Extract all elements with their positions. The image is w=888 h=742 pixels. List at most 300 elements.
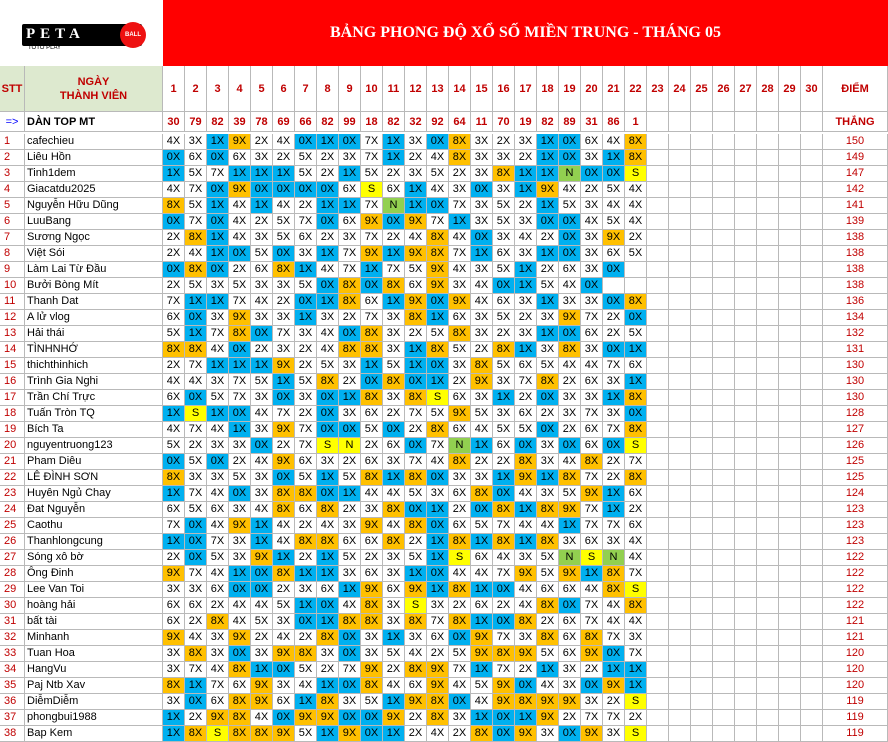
top-number: 18 [361, 112, 383, 132]
member-header: NGÀY THÀNH VIÊN [25, 66, 163, 112]
result-cell: 3X [251, 150, 273, 166]
result-cell: 9X [581, 726, 603, 742]
empty-cell [779, 214, 801, 230]
result-cell: 4X [471, 694, 493, 710]
member-name: cafechieu [25, 134, 163, 150]
result-cell: 8X [339, 614, 361, 630]
top-number: 82 [537, 112, 559, 132]
result-cell: 6X [339, 534, 361, 550]
result-cell: 5X [185, 502, 207, 518]
result-cell: 9X [515, 566, 537, 582]
row-stt: 38 [0, 726, 25, 742]
result-cell: 2X [515, 198, 537, 214]
result-cell: 2X [603, 454, 625, 470]
result-cell: 9X [361, 214, 383, 230]
result-cell: 3X [251, 646, 273, 662]
result-cell: 0X [339, 678, 361, 694]
result-cell: 7X [603, 358, 625, 374]
result-cell: 2X [449, 598, 471, 614]
result-cell: 1X [251, 198, 273, 214]
result-cell: 8X [339, 278, 361, 294]
result-cell: 8X [295, 486, 317, 502]
empty-cell [713, 614, 735, 630]
empty-cell [647, 486, 669, 502]
result-cell: 5X [295, 662, 317, 678]
result-cell: 1X [493, 390, 515, 406]
empty-cell [713, 112, 735, 132]
result-cell: 4X [559, 278, 581, 294]
result-cell: 1X [471, 534, 493, 550]
empty-cell [647, 438, 669, 454]
result-cell: 7X [449, 198, 471, 214]
empty-cell [779, 486, 801, 502]
empty-cell [735, 358, 757, 374]
empty-cell [801, 470, 823, 486]
member-name: Lee Van Toi [25, 582, 163, 598]
empty-cell [713, 662, 735, 678]
empty-cell [779, 534, 801, 550]
result-cell: 4X [163, 182, 185, 198]
result-cell: 0X [515, 678, 537, 694]
result-cell: 1X [207, 294, 229, 310]
result-cell: 7X [581, 502, 603, 518]
empty-cell [669, 230, 691, 246]
result-cell: 6X [317, 582, 339, 598]
result-cell: 1X [515, 342, 537, 358]
empty-cell [647, 406, 669, 422]
result-cell: 1X [251, 358, 273, 374]
result-cell: 3X [581, 390, 603, 406]
result-cell: 6X [471, 598, 493, 614]
result-cell: 5X [163, 438, 185, 454]
empty-cell [691, 726, 713, 742]
result-cell: 2X [449, 502, 471, 518]
empty-cell [779, 630, 801, 646]
result-cell: 0X [251, 326, 273, 342]
result-cell: 7X [361, 150, 383, 166]
result-cell: 3X [207, 470, 229, 486]
day-header-27: 27 [735, 66, 757, 112]
result-cell: 9X [361, 582, 383, 598]
result-cell: 7X [581, 310, 603, 326]
result-cell: 8X [339, 294, 361, 310]
result-cell: N [559, 550, 581, 566]
empty-cell [713, 166, 735, 182]
empty-cell [713, 646, 735, 662]
row-points: 130 [823, 374, 888, 390]
result-cell: 3X [273, 342, 295, 358]
result-cell: 3X [383, 310, 405, 326]
result-cell: 0X [383, 214, 405, 230]
empty-cell [647, 310, 669, 326]
result-cell: 6X [625, 358, 647, 374]
result-cell: 4X [493, 550, 515, 566]
empty-cell [713, 454, 735, 470]
result-cell: 0X [471, 502, 493, 518]
result-cell: 6X [163, 614, 185, 630]
empty-cell [779, 150, 801, 166]
result-cell: 5X [339, 550, 361, 566]
result-cell: 9X [515, 726, 537, 742]
empty-cell [735, 406, 757, 422]
empty-cell [779, 262, 801, 278]
result-cell: 1X [405, 198, 427, 214]
empty-cell [691, 582, 713, 598]
result-cell: 1X [273, 550, 295, 566]
result-cell: 1X [317, 198, 339, 214]
result-cell: 7X [603, 422, 625, 438]
result-cell: 4X [273, 534, 295, 550]
empty-cell [801, 646, 823, 662]
empty-cell [801, 198, 823, 214]
result-cell: 2X [515, 662, 537, 678]
result-cell: 0X [405, 502, 427, 518]
result-cell: 4X [405, 646, 427, 662]
result-cell: 0X [427, 358, 449, 374]
result-cell: 9X [273, 358, 295, 374]
result-cell: 0X [405, 374, 427, 390]
result-cell: 1X [515, 182, 537, 198]
empty-cell [669, 310, 691, 326]
row-stt: 24 [0, 502, 25, 518]
result-cell: 4X [317, 518, 339, 534]
empty-cell [757, 358, 779, 374]
empty-cell [691, 710, 713, 726]
result-cell: 4X [273, 198, 295, 214]
result-cell: 5X [493, 262, 515, 278]
result-cell: 6X [163, 598, 185, 614]
empty-cell [713, 262, 735, 278]
result-cell: 3X [207, 374, 229, 390]
result-cell: 3X [207, 646, 229, 662]
result-cell: 1X [581, 566, 603, 582]
result-cell: 4X [471, 422, 493, 438]
empty-cell [779, 582, 801, 598]
top-number: 82 [383, 112, 405, 132]
result-cell: 7X [295, 438, 317, 454]
result-cell: 7X [515, 374, 537, 390]
result-cell: 6X [163, 390, 185, 406]
result-cell: 3X [559, 534, 581, 550]
empty-cell [735, 214, 757, 230]
result-cell: 7X [185, 214, 207, 230]
result-cell: 0X [317, 422, 339, 438]
result-cell: 4X [317, 262, 339, 278]
empty-cell [669, 598, 691, 614]
result-cell: 6X [493, 438, 515, 454]
row-stt: 25 [0, 518, 25, 534]
result-cell: S [427, 390, 449, 406]
result-cell: 9X [163, 630, 185, 646]
result-cell: 1X [251, 166, 273, 182]
empty-cell [779, 646, 801, 662]
result-cell: 3X [581, 294, 603, 310]
empty-cell [669, 470, 691, 486]
row-stt: 9 [0, 262, 25, 278]
result-cell: 2X [251, 342, 273, 358]
result-cell: 6X [581, 438, 603, 454]
empty-cell [801, 422, 823, 438]
result-cell: N [339, 438, 361, 454]
result-cell: 8X [229, 326, 251, 342]
row-stt: 18 [0, 406, 25, 422]
result-cell: 5X [273, 598, 295, 614]
result-cell: 0X [339, 134, 361, 150]
result-cell: 0X [229, 486, 251, 502]
empty-cell [801, 230, 823, 246]
top-number: 31 [581, 112, 603, 132]
result-cell: 2X [383, 166, 405, 182]
result-cell: 3X [295, 246, 317, 262]
member-name: Bap Kem [25, 726, 163, 742]
empty-cell [647, 598, 669, 614]
top-row-arrow: => [0, 112, 25, 132]
result-cell: 2X [339, 454, 361, 470]
result-cell: 3X [405, 166, 427, 182]
result-cell: 0X [471, 182, 493, 198]
result-cell: 7X [295, 214, 317, 230]
result-cell: 1X [427, 582, 449, 598]
result-cell: 7X [339, 246, 361, 262]
result-cell: 7X [163, 294, 185, 310]
empty-cell [669, 486, 691, 502]
result-cell: 7X [581, 406, 603, 422]
day-header-23: 23 [647, 66, 669, 112]
empty-cell [691, 678, 713, 694]
result-cell: 6X [185, 150, 207, 166]
row-stt: 20 [0, 438, 25, 454]
result-cell: 4X [515, 230, 537, 246]
result-cell: 6X [251, 262, 273, 278]
empty-cell [801, 342, 823, 358]
result-cell: 7X [185, 566, 207, 582]
result-cell: 9X [273, 422, 295, 438]
result-cell: 7X [163, 518, 185, 534]
result-cell: 3X [625, 630, 647, 646]
result-cell: 1X [515, 166, 537, 182]
empty-cell [669, 438, 691, 454]
result-cell: 5X [471, 678, 493, 694]
day-header-9: 9 [339, 66, 361, 112]
result-cell: 4X [603, 614, 625, 630]
empty-cell [735, 550, 757, 566]
result-cell: 3X [273, 278, 295, 294]
result-cell: 4X [405, 230, 427, 246]
result-cell: 8X [251, 726, 273, 742]
result-cell: 0X [207, 182, 229, 198]
result-cell: 5X [537, 550, 559, 566]
empty-cell [801, 310, 823, 326]
empty-cell [735, 310, 757, 326]
result-cell: 6X [383, 582, 405, 598]
empty-cell [757, 534, 779, 550]
result-cell: 0X [603, 166, 625, 182]
result-cell: 0X [251, 438, 273, 454]
empty-cell [779, 438, 801, 454]
row-stt: 29 [0, 582, 25, 598]
result-cell: 8X [537, 630, 559, 646]
result-cell: 6X [361, 534, 383, 550]
member-name: Đat Nguyễn [25, 502, 163, 518]
result-cell: 3X [537, 310, 559, 326]
result-cell: 3X [493, 406, 515, 422]
result-cell: 0X [317, 390, 339, 406]
result-cell: 1X [339, 198, 361, 214]
result-cell: 0X [207, 150, 229, 166]
result-cell: 6X [581, 326, 603, 342]
result-cell: 9X [405, 694, 427, 710]
result-cell: 6X [207, 694, 229, 710]
result-cell: 8X [625, 150, 647, 166]
result-cell: 1X [603, 150, 625, 166]
empty-cell [647, 112, 669, 132]
result-cell: 4X [581, 214, 603, 230]
empty-cell [669, 710, 691, 726]
empty-cell [713, 582, 735, 598]
result-cell: 3X [207, 278, 229, 294]
member-name: Sương Ngọc [25, 230, 163, 246]
result-cell: 0X [229, 342, 251, 358]
points-header: ĐIỂM [823, 66, 888, 112]
result-cell: 6X [339, 214, 361, 230]
result-cell: 3X [559, 662, 581, 678]
result-cell: 0X [339, 326, 361, 342]
row-stt: 3 [0, 166, 25, 182]
empty-cell [691, 486, 713, 502]
result-cell: 2X [625, 710, 647, 726]
result-cell: 7X [185, 182, 207, 198]
result-cell: 0X [537, 214, 559, 230]
empty-cell [779, 198, 801, 214]
empty-cell [757, 294, 779, 310]
result-cell: 2X [559, 422, 581, 438]
result-cell: 6X [537, 582, 559, 598]
empty-cell [801, 134, 823, 150]
result-cell: 7X [581, 614, 603, 630]
empty-cell [779, 566, 801, 582]
result-cell: 6X [449, 518, 471, 534]
member-name: Trần Chí Trực [25, 390, 163, 406]
result-cell: 6X [163, 310, 185, 326]
result-cell: 8X [427, 422, 449, 438]
empty-cell [669, 422, 691, 438]
empty-cell [735, 678, 757, 694]
stt-header: STT [0, 66, 25, 112]
result-cell: 1X [383, 470, 405, 486]
result-cell: 5X [603, 182, 625, 198]
row-points: 139 [823, 214, 888, 230]
result-cell: 6X [361, 454, 383, 470]
empty-cell [735, 438, 757, 454]
result-cell: 1X [559, 518, 581, 534]
result-cell: 7X [603, 710, 625, 726]
member-name: Minhanh [25, 630, 163, 646]
empty-cell [735, 342, 757, 358]
result-cell: 1X [603, 390, 625, 406]
result-cell: 1X [625, 662, 647, 678]
result-cell: 5X [559, 198, 581, 214]
result-cell: 3X [361, 646, 383, 662]
result-cell: 0X [603, 342, 625, 358]
member-name: Paj Ntb Xav [25, 678, 163, 694]
empty-cell [691, 406, 713, 422]
empty-cell [779, 694, 801, 710]
result-cell: 5X [295, 166, 317, 182]
result-cell: 9X [339, 726, 361, 742]
result-cell: 3X [493, 230, 515, 246]
result-cell: 3X [603, 406, 625, 422]
result-cell: 1X [603, 662, 625, 678]
result-cell: 5X [251, 374, 273, 390]
result-cell: 0X [449, 694, 471, 710]
result-cell: 0X [361, 710, 383, 726]
empty-cell [603, 278, 625, 294]
top-number: 78 [251, 112, 273, 132]
result-cell: 3X [229, 550, 251, 566]
result-cell: 3X [405, 630, 427, 646]
result-cell: 9X [515, 470, 537, 486]
row-points: 119 [823, 726, 888, 742]
empty-cell [757, 678, 779, 694]
row-points: 122 [823, 550, 888, 566]
result-cell: 3X [295, 582, 317, 598]
empty-cell [735, 134, 757, 150]
result-cell: 3X [493, 374, 515, 390]
row-stt: 28 [0, 566, 25, 582]
result-cell: 5X [383, 358, 405, 374]
result-cell: 2X [295, 630, 317, 646]
result-cell: 3X [427, 486, 449, 502]
top-number: 86 [603, 112, 625, 132]
result-cell: 6X [383, 182, 405, 198]
result-cell: 6X [559, 582, 581, 598]
result-cell: 9X [471, 630, 493, 646]
result-cell: 5X [185, 198, 207, 214]
result-cell: 4X [317, 342, 339, 358]
result-cell: 7X [625, 454, 647, 470]
result-cell: 4X [383, 486, 405, 502]
day-header-18: 18 [537, 66, 559, 112]
result-cell: 7X [493, 630, 515, 646]
empty-cell [779, 230, 801, 246]
result-cell: 5X [295, 278, 317, 294]
result-cell: 3X [251, 310, 273, 326]
result-cell: 2X [537, 614, 559, 630]
result-cell: 5X [185, 454, 207, 470]
result-cell: 3X [537, 486, 559, 502]
empty-cell [757, 230, 779, 246]
result-cell: 7X [229, 374, 251, 390]
empty-cell [713, 246, 735, 262]
result-cell: 9X [427, 262, 449, 278]
result-cell: 0X [273, 662, 295, 678]
empty-cell [801, 390, 823, 406]
empty-cell [691, 262, 713, 278]
result-cell: 2X [581, 182, 603, 198]
day-header-1: 1 [163, 66, 185, 112]
top-number: 30 [163, 112, 185, 132]
empty-cell [647, 662, 669, 678]
empty-cell [669, 566, 691, 582]
result-cell: 1X [185, 678, 207, 694]
result-cell: 4X [207, 662, 229, 678]
result-cell: 8X [361, 614, 383, 630]
empty-cell [779, 454, 801, 470]
result-cell: 7X [361, 134, 383, 150]
empty-cell [647, 278, 669, 294]
result-cell: 9X [251, 694, 273, 710]
result-cell: 1X [537, 326, 559, 342]
